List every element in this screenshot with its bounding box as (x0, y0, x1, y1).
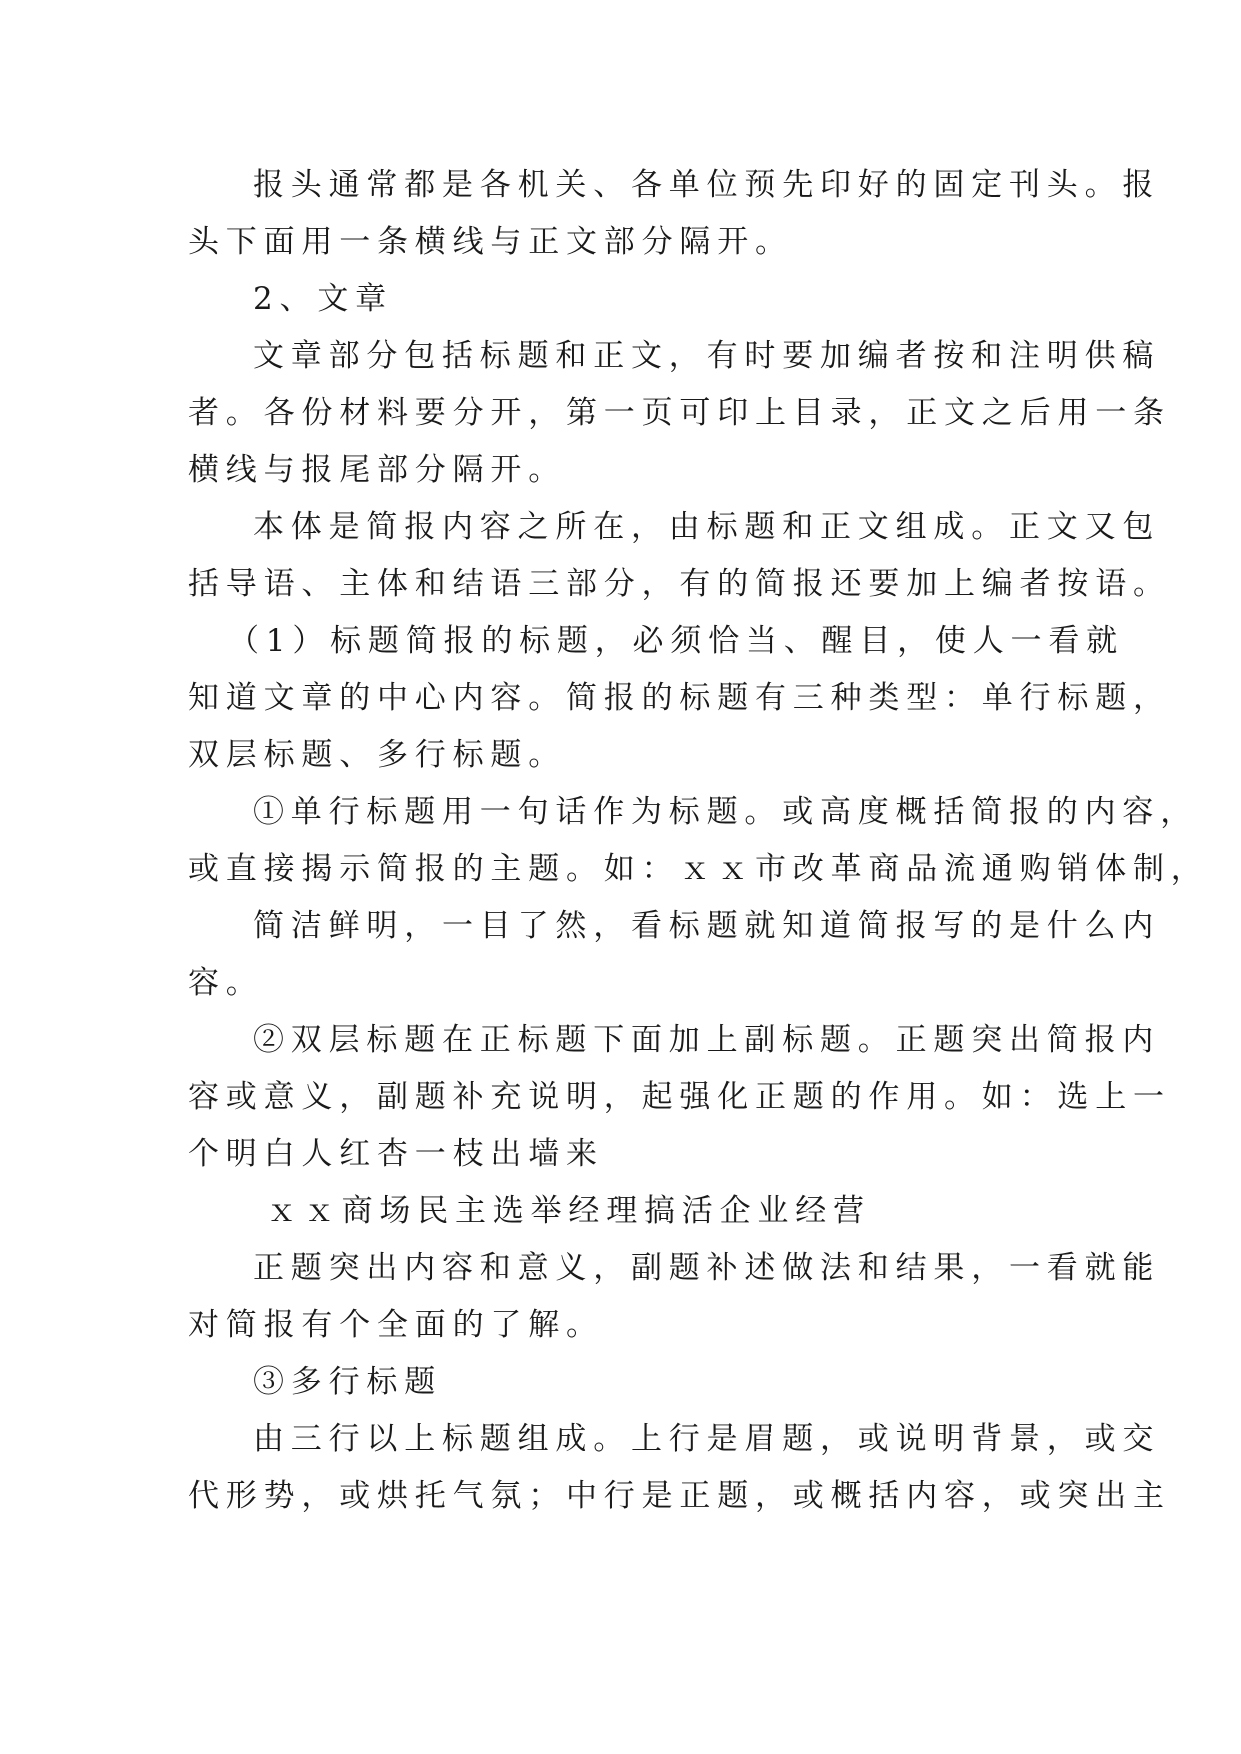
text-line: 双层标题、多行标题。 (188, 737, 566, 773)
text-line: 文章部分包括标题和正文，有时要加编者按和注明供稿 (253, 338, 1161, 374)
text-line: 个明白人红杏一枝出墙来 (188, 1136, 604, 1172)
text-line: 代形势，或烘托气氛；中行是正题，或概括内容，或突出主 (188, 1478, 1171, 1514)
text-line: 容。 (188, 965, 264, 1001)
text-line: （1）标题简报的标题，必须恰当、醒目，使人一看就 (228, 623, 1124, 659)
text-line: ③多行标题 (253, 1364, 442, 1400)
text-line: 或直接揭示简报的主题。如：ｘｘ市改革商品流通购销体制， (188, 851, 1209, 887)
text-line: 知道文章的中心内容。简报的标题有三种类型：单行标题， (188, 680, 1171, 716)
text-line: 者。各份材料要分开，第一页可印上目录，正文之后用一条 (188, 395, 1171, 431)
text-line: 报头通常都是各机关、各单位预先印好的固定刊头。报 (253, 167, 1161, 203)
text-line: 横线与报尾部分隔开。 (188, 452, 566, 488)
text-line: 对简报有个全面的了解。 (188, 1307, 604, 1343)
text-line: 由三行以上标题组成。上行是眉题，或说明背景，或交 (253, 1421, 1161, 1457)
text-line: ｘｘ商场民主选举经理搞活企业经营 (266, 1193, 871, 1229)
text-line: 正题突出内容和意义，副题补述做法和结果，一看就能 (253, 1250, 1161, 1286)
section-heading: 2、文章 (253, 281, 393, 317)
text-line: ①单行标题用一句话作为标题。或高度概括简报的内容， (253, 794, 1198, 830)
text-line: 简洁鲜明，一目了然，看标题就知道简报写的是什么内 (253, 908, 1161, 944)
text-line: 括导语、主体和结语三部分，有的简报还要加上编者按语。 (188, 566, 1171, 602)
text-line: 本体是简报内容之所在，由标题和正文组成。正文又包 (253, 509, 1161, 545)
text-line: ②双层标题在正标题下面加上副标题。正题突出简报内 (253, 1022, 1161, 1058)
text-line: 容或意义，副题补充说明，起强化正题的作用。如：选上一 (188, 1079, 1171, 1115)
text-line: 头下面用一条横线与正文部分隔开。 (188, 224, 793, 260)
